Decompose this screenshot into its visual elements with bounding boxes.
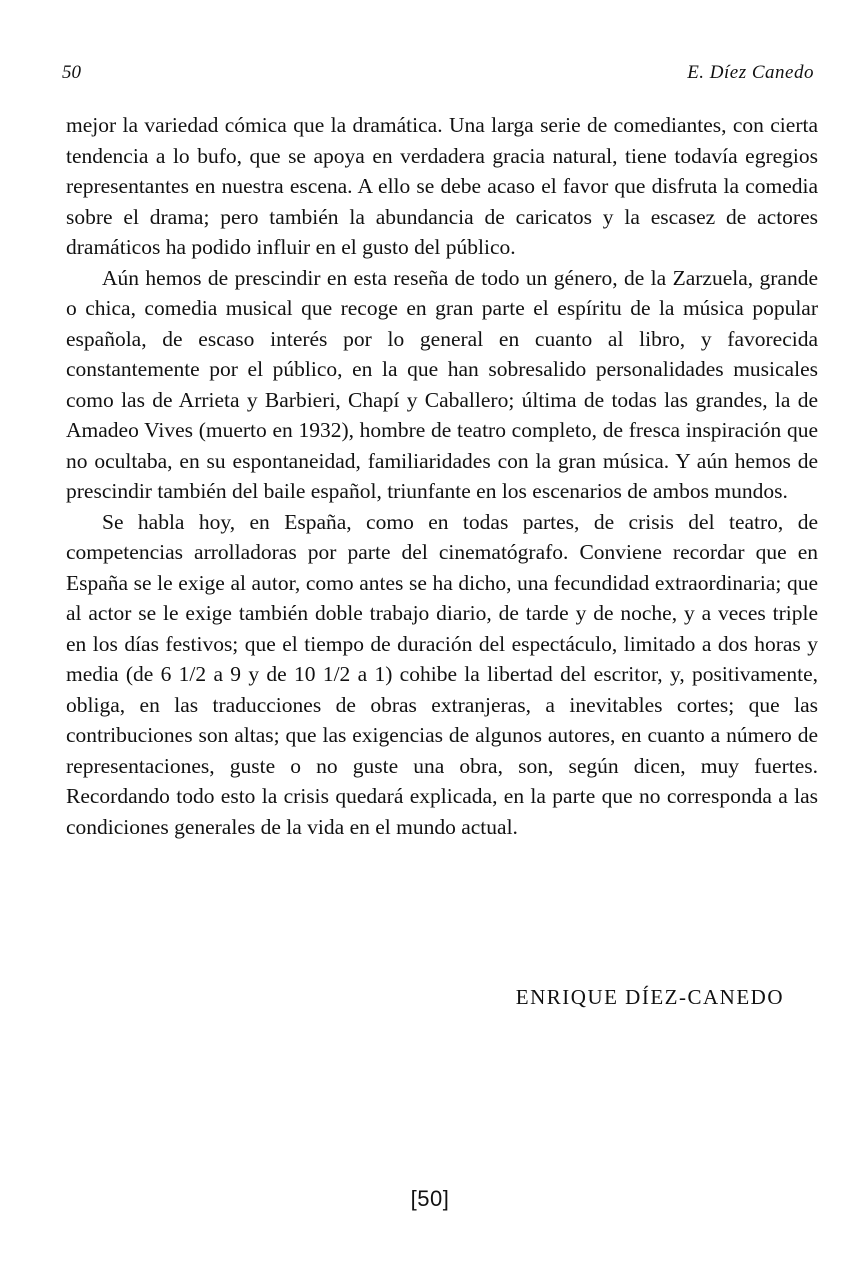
paragraph-2: Aún hemos de prescindir en esta reseña de todo un género, de la Zarzuela, grande o chica, comedia musical que recoge en gran parte el espíritu de la música popular española, de escaso interés por lo general en cuanto al libro, y favorecida constantemente por el público, en la que han sobresalido personalidades musicales como las de Arrieta y Barbieri, Chapí y Caballero; última de todas las grandes, la de Amadeo Vives (muerto en 1932), hombre de teatro completo, de fresca inspiración que no ocultaba, en su espontaneidad, familiaridades con la gran música. Y aún hemos de prescindir también del baile español, triunfante en los escenarios de ambos mundos. bbox=[66, 265, 818, 503]
folio-number: [50] bbox=[410, 1186, 450, 1211]
paragraph-1: mejor la variedad cómica que la dramática. Una larga serie de comediantes, con cierta tendencia a lo bufo, que se apoya en verdadera gracia natural, tiene todavía egregios representantes en nuestra escena. A ello se debe acaso el favor que disfruta la comedia sobre el drama; pero también la abundancia de caricatos y la escasez de actores dramáticos ha podido influir en el gusto del público. bbox=[66, 113, 818, 259]
author-signature: ENRIQUE DÍEZ-CANEDO bbox=[515, 985, 784, 1009]
page-number: 50 bbox=[62, 62, 81, 83]
running-author: E. Díez Canedo bbox=[687, 62, 814, 83]
body-text bbox=[66, 110, 818, 842]
paragraph-3: Se habla hoy, en España, como en todas partes, de crisis del teatro, de competencias arrolladoras por parte del cinematógrafo. Conviene recordar que en España se le exige al autor, como antes se ha dicho, una fecundidad extraordinaria; que al actor se le exige también doble trabajo diario, de tarde y de noche, y a veces triple en los días festivos; que el tiempo de duración del espectáculo, limitado a dos horas y media (de 6 1/2 a 9 y de 10 1/2 a 1) cohibe la libertad del escritor, y, positivamente, obliga, en las traducciones de obras extranjeras, a inevitables cortes; que las contribuciones son altas; que las exigencias de algunos autores, en cuanto a número de representaciones, guste o no guste una obra, son, según dicen, muy fuertes. Recordando todo esto la crisis quedará explicada, en la parte que no corresponda a las condiciones generales de la vida en el mundo actual. bbox=[66, 509, 818, 839]
running-head bbox=[62, 62, 814, 90]
